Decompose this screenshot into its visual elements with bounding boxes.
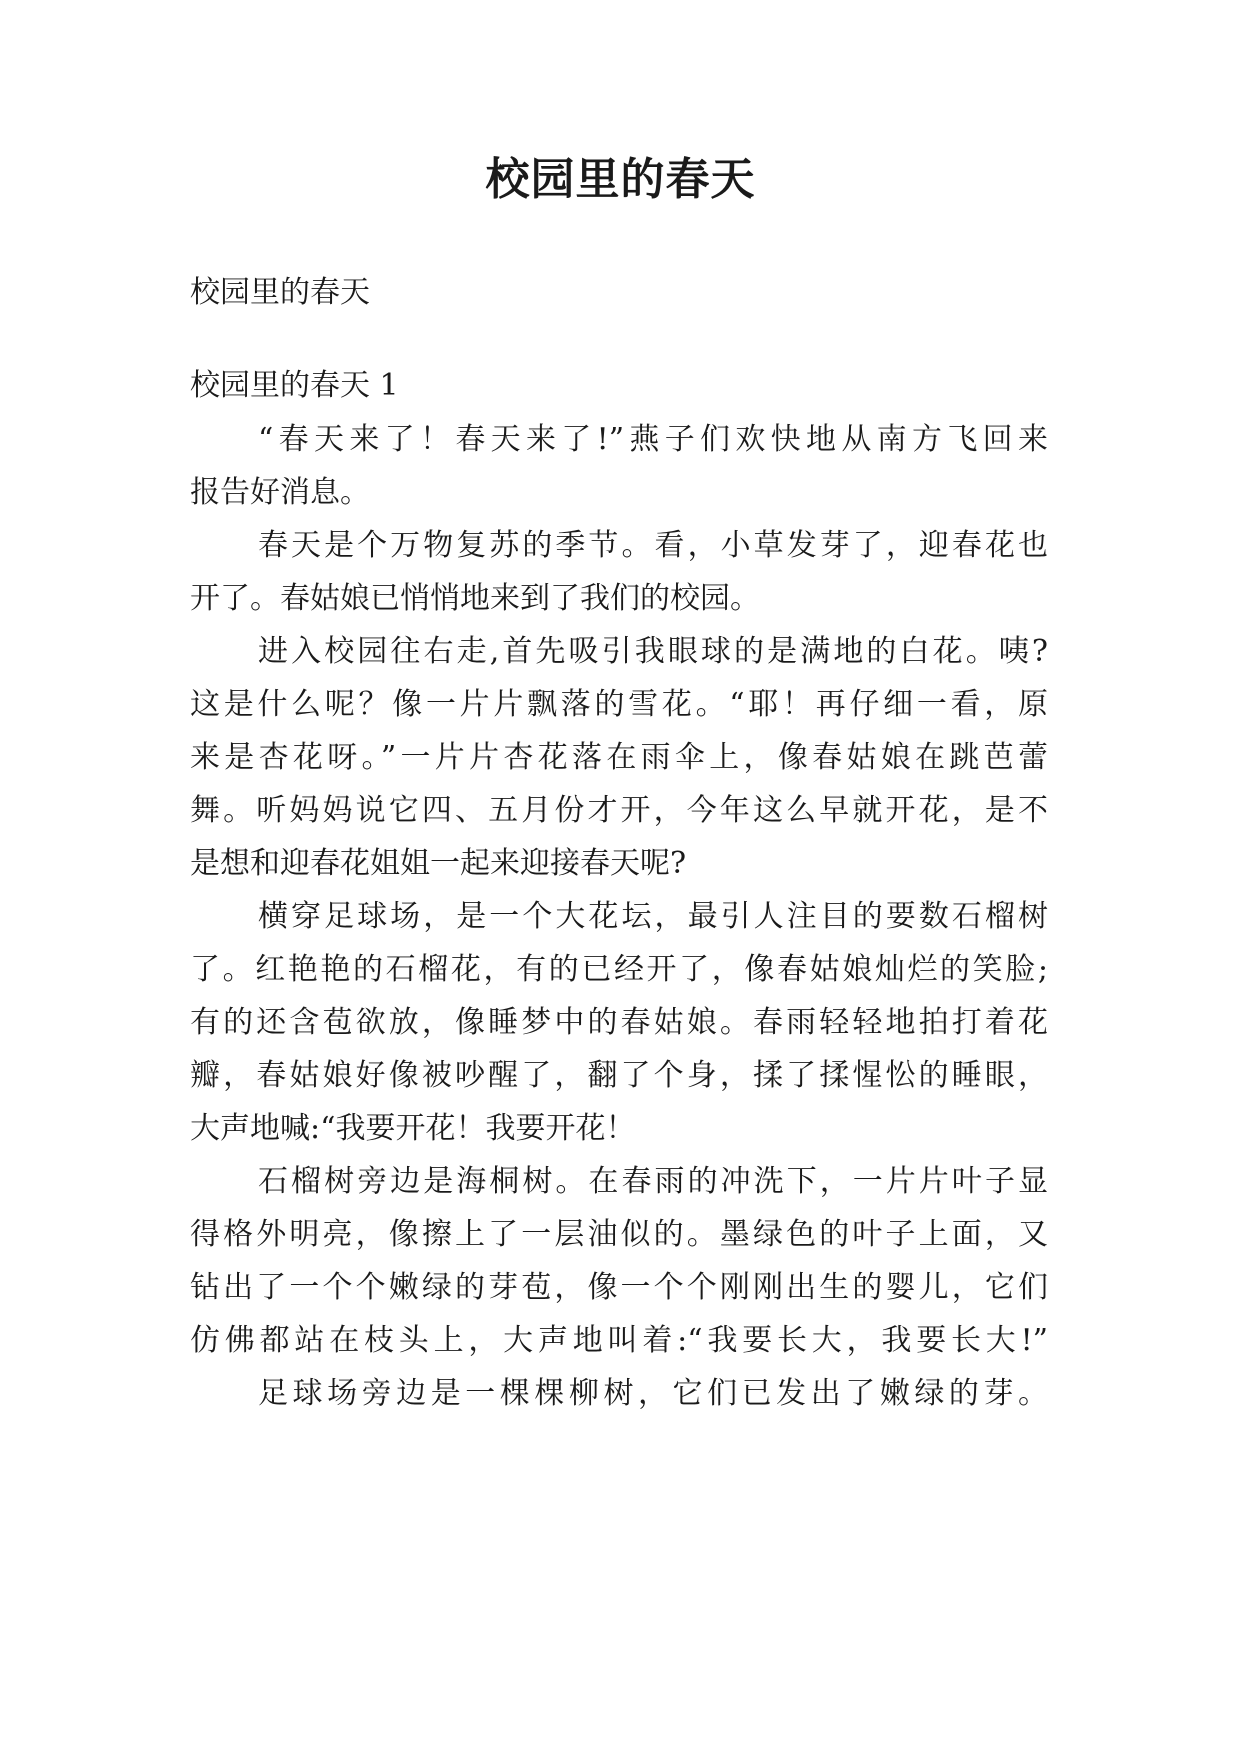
paragraph-4-line-3: 有的还含苞欲放，像睡梦中的春姑娘。春雨轻轻地拍打着花 (190, 1005, 1048, 1040)
paragraph-4-line-2: 了。红艳艳的石榴花，有的已经开了，像春姑娘灿烂的笑脸; (190, 952, 1048, 987)
paragraph-3-line-5: 是想和迎春花姐姐一起来迎接春天呢? (190, 846, 687, 881)
paragraph-6-line-1: 足球场旁边是一棵棵柳树，它们已发出了嫩绿的芽。 (258, 1376, 1048, 1411)
paragraph-3-line-3: 来是杏花呀。”一片片杏花落在雨伞上，像春姑娘在跳芭蕾 (190, 740, 1048, 775)
document-subtitle: 校园里的春天 (190, 275, 370, 310)
section-heading: 校园里的春天 1 (190, 368, 399, 403)
paragraph-5-line-3: 钻出了一个个嫩绿的芽苞，像一个个刚刚出生的婴儿，它们 (190, 1270, 1048, 1305)
paragraph-4-line-4: 瓣，春姑娘好像被吵醒了，翻了个身，揉了揉惺忪的睡眼， (190, 1058, 1048, 1093)
paragraph-5-line-1: 石榴树旁边是海桐树。在春雨的冲洗下，一片片叶子显 (258, 1164, 1048, 1199)
paragraph-4-line-1: 横穿足球场，是一个大花坛，最引人注目的要数石榴树 (258, 899, 1048, 934)
paragraph-2-line-2: 开了。春姑娘已悄悄地来到了我们的校园。 (190, 581, 760, 616)
paragraph-3-line-4: 舞。听妈妈说它四、五月份才开，今年这么早就开花，是不 (190, 793, 1048, 828)
paragraph-3-line-1: 进入校园往右走,首先吸引我眼球的是满地的白花。咦? (258, 634, 1048, 669)
paragraph-1-line-1: “春天来了！春天来了!”燕子们欢快地从南方飞回来 (258, 422, 1048, 457)
document-title: 校园里的春天 (485, 154, 756, 205)
paragraph-3-line-2: 这是什么呢？像一片片飘落的雪花。“耶！再仔细一看，原 (190, 687, 1048, 722)
paragraph-4-line-5: 大声地喊:“我要开花！我要开花！ (190, 1111, 636, 1146)
paragraph-1-line-2: 报告好消息。 (190, 475, 370, 510)
paragraph-5-line-4: 仿佛都站在枝头上，大声地叫着:“我要长大，我要长大!” (190, 1323, 1048, 1358)
paragraph-5-line-2: 得格外明亮，像擦上了一层油似的。墨绿色的叶子上面，又 (190, 1217, 1048, 1252)
paragraph-2-line-1: 春天是个万物复苏的季节。看，小草发芽了，迎春花也 (258, 528, 1048, 563)
